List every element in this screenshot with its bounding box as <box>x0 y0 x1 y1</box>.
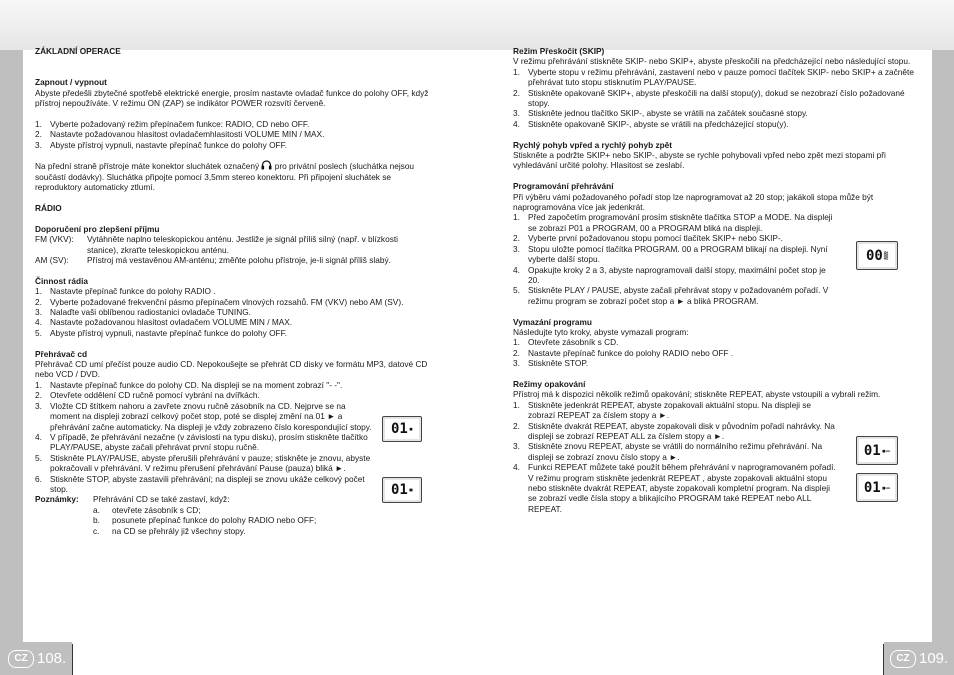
list-item: 4. Funkci REPEAT můžete také použít během přehrávání v naprogramovaném pořadí. V režimu program stiskněte jedenkrát REPEAT , abyste zopakovali aktuální stopu nebo stiskněte dvakrát REPEAT, abyste zopakovali kompletní program. Na displeji se zobrazí vedle čísla stopy a blikajícího PROGRAM také REPEAT nebo ALL REPEAT. <box>513 462 836 514</box>
page-number: 108. <box>37 650 67 667</box>
list-item: 1. Otevřete zásobník s CD. <box>513 337 619 348</box>
list-item: 3. Vložte CD štítkem nahoru a zavřete znovu ručně zásobník na CD. Nejprve se na moment na displeji zobrazí celkový počet stop, poté se displej změní na 01 ► a přehrávání začne automaticky. Na displeji je vždy zobrazeno číslo korespondující stopy. <box>35 400 372 432</box>
clear-intro: Následujte tyto kroky, abyste vymazali program: <box>513 326 689 337</box>
repeat-intro: Přístroj má k dispozici několik režimů opakování; stiskněte REPEAT, abyste vstoupili a vybrali režim. <box>513 389 881 400</box>
cd-intro: Přehrávač CD umí přečíst pouze audio CD. Nepokoušejte se přehrát CD disky ve formátu MP3, datové CD nebo VCD / DVD. <box>35 359 428 380</box>
list-item: 3. Stiskněte jednou tlačítko SKIP-, abyste se vrátili na začátek současné stopy. <box>513 108 808 119</box>
radio-title: RÁDIO <box>35 203 62 214</box>
header-bar <box>0 0 954 50</box>
list-item: 2. Nastavte přepínač funkce do polohy RADIO nebo OFF . <box>513 347 734 358</box>
list-item: 3. Stiskněte STOP. <box>513 358 589 369</box>
list-item: 3. Stopu uložte pomocí tlačítka PROGRAM. 00 a PROGRAM blikají na displeji. Nyní vyberte další stopu. <box>513 243 828 265</box>
search-heading: Rychlý pohyb vpřed a rychlý pohyb zpět <box>513 139 673 150</box>
list-item: 4. Opakujte kroky 2 a 3, abyste naprogramovali další stopy, maximální počet stop je 20. <box>513 264 826 285</box>
list-item: 5. Abyste přístroj vypnuli, nastavte přepínač funkce do polohy OFF. <box>35 327 288 338</box>
skip-intro: V režimu přehrávání stiskněte SKIP- nebo SKIP+, abyste přeskočili na předcházející nebo následující stopu. <box>513 56 911 67</box>
list-item: 4. Stiskněte opakovaně SKIP-, abyste se vrátili na předcházející stopu(y). <box>513 118 789 129</box>
list-item: 3. Abyste přístroj vypnuli, nastavte přepínač funkce do polohy OFF. <box>35 139 288 150</box>
section-title: ZÁKLADNÍ OPERACE <box>35 46 121 56</box>
clear-heading: Vymazání programu <box>513 316 592 327</box>
list-item: 1. Stiskněte jedenkrát REPEAT, abyste zopakovali aktuální stopu. Na displeji se zobrazí REPEAT za číslem stopy a ►. <box>513 399 812 421</box>
headphones-icon <box>261 160 272 170</box>
left-page-content <box>35 46 430 536</box>
lcd-display: 00 ▒ <box>856 241 898 270</box>
lcd-display: 01 ▪ <box>382 416 422 442</box>
reception-heading: Doporučení pro zlepšení příjmu <box>35 223 160 234</box>
list-item: 2. Vyberte požadované frekvenční pásmo přepínačem vlnových rozsahů. FM (VKV) nebo AM (SV). <box>35 296 404 307</box>
list-item: 1. Před započetím programování prosím stiskněte tlačítka STOP a MODE. Na displeji se zobrazí P01 a PROGRAM, 00 a PROGRAM bliká na displeji. <box>513 212 833 233</box>
search-text: Stiskněte a podržte SKIP+ nebo SKIP-, abyste se rychle pohybovali vpřed nebo zpět mezi stopami při vyhledávání určité polohy. Hlasitost se zeslabí. <box>513 150 886 171</box>
lcd-display: 01 ▪– <box>856 473 898 502</box>
lcd-display: 01 ▪– <box>856 436 898 465</box>
list-item: 5. Stiskněte PLAY/PAUSE, abyste přerušili přehrávání v pauze; stiskněte je znovu, abyste pokračovali v přehrávání. V režimu přerušení přehrávání Pause (pauza) bliká ►. <box>35 452 371 474</box>
note-item: b. posunete přepínač funkce do polohy RADIO nebo OFF; <box>93 515 317 526</box>
list-item: 2. Vyberte první požadovanou stopu pomocí tlačítek SKIP+ nebo SKIP-. <box>513 233 783 244</box>
reception-am: AM (SV): Přístroj má vestavěnou AM-anténu; změňte polohu přístroje, je-li signál příliš slabý. <box>35 255 391 266</box>
footer-divider <box>72 644 73 675</box>
list-item: 1. Vyberte požadovaný režim přepínačem funkce: RADIO, CD nebo OFF. <box>35 118 310 129</box>
program-intro: Při výběru vámi požadovaného pořadí stop lze naprogramovat až 20 stop; jakákoli stopa může být naprogramována více jak jedenkrát. <box>513 191 874 213</box>
reception-fm: FM (VKV): Vytáhněte naplno teleskopickou anténu. Jestliže je signál příliš silný (např. v blízkosti stanice), zkraťte teleskopickou anténu. <box>35 234 398 255</box>
list-item: 3. Stiskněte znovu REPEAT, abyste se vrátili do normálního režimu přehrávání. Na displeji se zobrazí znovu číslo stopy a ►. <box>513 441 823 462</box>
list-item: 2. Otevřete oddělení CD ručně pomocí vybrání na dvířkách. <box>35 390 260 401</box>
list-item: 2. Nastavte požadovanou hlasitost ovladačemhlasitosti VOLUME MIN / MAX. <box>35 129 325 140</box>
left-margin-strip <box>0 50 23 642</box>
lcd-display: 01 ✱ <box>382 477 422 503</box>
skip-heading: Režim Přeskočit (SKIP) <box>513 46 605 56</box>
page-number: 109. <box>919 650 949 667</box>
list-item: 1. Nastavte přepínač funkce do polohy CD. Na displeji se na moment zobrazí "- -". <box>35 379 343 390</box>
power-heading: Zapnout / vypnout <box>35 77 107 88</box>
right-margin-strip <box>932 50 954 642</box>
list-item: 1. Nastavte přepínač funkce do polohy RADIO . <box>35 286 216 297</box>
language-badge: CZ <box>8 650 34 668</box>
list-item: 2. Stiskněte opakovaně SKIP+, abyste přeskočili na další stopu(y), dokud se nezobrazí číslo požadované stopy. <box>513 87 905 109</box>
power-intro: Abyste předešli zbytečné spotřebě elektrické energie, prosím nastavte ovladač funkce do polohy OFF, když přístroj nepoužíváte. V režimu ON (ZAP) se indikátor POWER rozsvítí červeně. <box>35 87 429 108</box>
list-item: 4. V případě, že přehrávání nezačne (v závislosti na typu disku), prosím stiskněte tlačítko PLAY/PAUSE, abyste začali přehrávat první stopu ručně. <box>35 431 368 453</box>
language-badge: CZ <box>890 650 916 668</box>
list-item: 6. Stiskněte STOP, abyste zastavili přehrávání; na displeji se znovu ukáže celkový počet stop. <box>35 473 365 494</box>
headphones-note: Na přední straně přístroje máte konektor sluchátek označený pro privátní poslech (sluchátka nejsou součástí dodávky). Sluchátka připojte pomocí 3,5mm stereo konektoru. Při připojení sluchátek se reproduktory automaticky ztlumí. <box>35 161 415 193</box>
page-footer-right <box>884 642 954 675</box>
radio-operation-heading: Činnost rádia <box>35 275 89 286</box>
list-item: 3. Nalaďte vaši oblíbenou radiostanici ovladače TUNING. <box>35 307 251 318</box>
list-item: 2. Stiskněte dvakrát REPEAT, abyste zopakovali disk v původním pořadí nahrávky. Na displeji se zobrazí REPEAT ALL za číslem stopy a ►. <box>513 420 835 441</box>
program-heading: Programování přehrávání <box>513 181 614 192</box>
notes: Poznámky: Přehrávání CD se také zastaví, když: <box>35 494 230 505</box>
list-item: 4. Nastavte požadovanou hlasitost ovladačem VOLUME MIN / MAX. <box>35 317 293 328</box>
cd-heading: Přehrávač cd <box>35 348 88 359</box>
repeat-heading: Režimy opakování <box>513 378 586 389</box>
note-item: c. na CD se přehrály již všechny stopy. <box>93 525 246 536</box>
list-item: 1. Vyberte stopu v režimu přehrávání, zastavení nebo v pauze pomocí tlačítek SKIP- nebo SKIP+ a začněte přehrávat tuto stopu stisknutím PLAY/PAUSE. <box>513 66 914 88</box>
list-item: 5. Stiskněte PLAY / PAUSE, abyste začali přehrávat stopy v požadovaném pořadí. V režimu program se zobrazí počet stop a ► a bliká PROGRAM. <box>513 285 829 306</box>
note-item: a. otevřete zásobník s CD; <box>93 504 201 515</box>
page-footer-left <box>0 642 72 675</box>
